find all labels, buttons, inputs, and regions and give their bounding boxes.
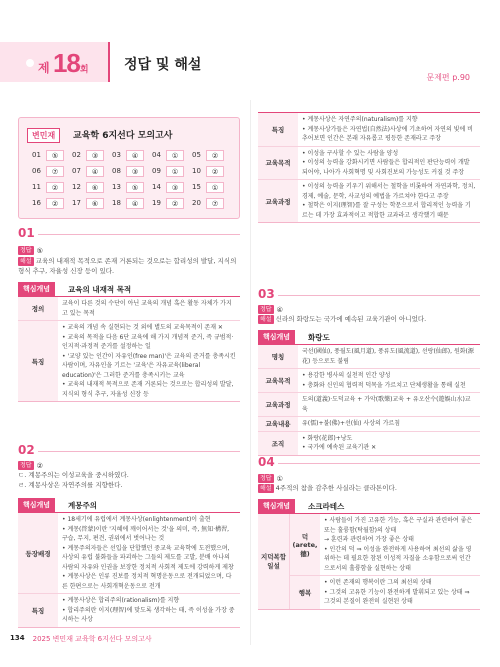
explanation-text: 4주적의 참을 감추한 사실라는 클라톤이다.	[275, 484, 397, 492]
table-row	[258, 180, 480, 222]
answer-cell	[149, 195, 189, 211]
answer-choice: ③	[126, 166, 144, 177]
answer-cell	[189, 163, 229, 179]
row-header: 정의	[18, 297, 58, 320]
answer-value: ⑤	[36, 246, 43, 255]
column-divider	[250, 100, 251, 645]
row-header: 교육목적	[258, 369, 298, 392]
section-rule	[38, 234, 240, 235]
explanation	[18, 256, 240, 276]
answer-cell	[69, 163, 109, 179]
answer-cell	[149, 179, 189, 195]
question-no: 16	[32, 199, 41, 207]
answer-choice: ④	[126, 150, 144, 161]
table-row	[18, 594, 240, 627]
row-header: 특징	[18, 321, 58, 401]
question-no: 13	[112, 183, 121, 191]
table-row	[258, 432, 480, 455]
row-content: 유(儒)+불(佛)+선(仙) 사상의 가르침	[302, 420, 401, 427]
question-number: 03	[258, 287, 275, 301]
concept-table-continued	[258, 112, 480, 223]
explanation-line: ㄷ. 계몽주의는 이성교육을 중시하였다.	[18, 471, 129, 479]
concept-tag: 핵심개념	[18, 498, 55, 512]
row-content: • 화랑(花郎)+낭도 • 국가에 예속된 교육기관 ✕	[302, 434, 377, 451]
row-header: 교육목적	[258, 147, 298, 180]
section-rule	[278, 295, 480, 296]
question-no: 04	[152, 151, 161, 159]
explanation-text: 교육의 내재적 목적으로 존재 거론되는 것으로는 합리성의 발달, 지식의 형식 추구, 자율성 신장 등이 있다.	[18, 257, 237, 275]
question-no: 08	[112, 167, 121, 175]
footer-text: 2025 변민재 교육학 6지선다 모의고사	[32, 635, 152, 643]
answer-choice: ②	[206, 166, 224, 177]
page-footer	[10, 634, 152, 644]
answer-choice: ①	[166, 150, 184, 161]
section-rule	[278, 463, 480, 464]
table-row	[290, 514, 480, 576]
answer-cell	[149, 147, 189, 163]
answer-cell	[29, 179, 69, 195]
concept-tag: 핵심개념	[18, 282, 55, 296]
page-ref: 문제편 p.90	[426, 73, 470, 82]
explanation-badge: 해설	[20, 258, 32, 265]
question-no: 10	[192, 167, 201, 175]
answer-choice: ②	[166, 198, 184, 209]
row-content: • 18세기에 유럽에서 계몽사상(enlightenment)이 출현 • 계몽(啓蒙)이란 '지혜에 깨이어서는 것'을 의미, 즉, 無知·構習, 구습, 무지, 편견, 권위에서 벗어나는 것 • 계몽주의자들은 선입을 단합했던 중교육 교육학에 도전했으며, 사상의 유럽 불화들을 파괴하는 그들의 제도를 고발, 분배 아나의 사람의 자유와 인권을 보장한 정치적 사회적 제도에 강력하게 제창 • 계몽사상은 인류 진보를 정치적 혁명운동으로 전개되었으며, 다른 한편으로는 사회개혁운동으로 전개	[62, 516, 234, 590]
answer-cell	[109, 147, 149, 163]
answer-choice: ⑤	[46, 150, 64, 161]
answer-line	[18, 246, 43, 255]
question-no: 11	[32, 183, 41, 191]
concept-title: 계몽주의	[68, 501, 97, 510]
answer-cell	[189, 147, 229, 163]
row-header: 행복	[290, 576, 320, 609]
concept-title: 소크라테스	[308, 502, 345, 511]
concept-tag: 핵심개념	[258, 499, 295, 513]
row-content: • 사람들이 가진 고유한 기능, 혹은 구실과 관련하여 좋은 또는 훌륭함(탁월함)의 상태 → 훈련과 관련하여 가장 좋은 상태 • 인간의 덕 ⇒ 이성을 완전하게 사용하여 최선의 삶을 영위하는 데 필요한 참된 이성적 자질을 소유함으로써 인간으로서의 훌륭함을 실현하는 상태	[324, 517, 473, 572]
answer-cell	[189, 179, 229, 195]
concept-table	[258, 344, 480, 456]
round-number: 제 18회	[38, 48, 89, 78]
table-row	[258, 369, 480, 393]
concept-tag: 핵심개념	[258, 330, 295, 344]
question-number: 02	[18, 443, 35, 457]
answer-choice: ⑥	[86, 198, 104, 209]
answer-cell	[109, 179, 149, 195]
explanation	[258, 314, 480, 324]
concept-table	[18, 296, 240, 402]
answer-choice: ④	[86, 166, 104, 177]
question-number: 01	[18, 226, 35, 240]
explanation-badge: 해설	[260, 485, 272, 492]
answer-choice: ②	[46, 182, 64, 193]
answer-value: ④	[276, 305, 283, 314]
answer-badge: 정답	[20, 462, 32, 469]
explanation-line: ㄹ. 계몽사상은 자연주의를 지향한다.	[18, 481, 123, 489]
answer-choice: ②	[206, 150, 224, 161]
question-no: 05	[192, 151, 201, 159]
answer-cell	[149, 163, 189, 179]
answer-cell	[69, 179, 109, 195]
question-no: 06	[32, 167, 41, 175]
row-header-main: 지덕복합일설	[258, 514, 290, 609]
answer-choice: ⑦	[46, 166, 64, 177]
answer-grid	[29, 147, 229, 211]
question-no: 07	[72, 167, 81, 175]
row-header: 교육과정	[258, 180, 298, 222]
answer-key-badge: 변민재	[27, 128, 60, 143]
answer-choice: ③	[86, 150, 104, 161]
answer-key-box	[18, 117, 240, 219]
page-number: 134	[10, 634, 25, 642]
answer-badge: 정답	[260, 475, 272, 482]
row-content: • 이런 존재의 행복이란 그의 최선의 상태 • 그것의 고유한 기능이 완전하게 발휘되고 있는 상태 ⇒ 그것의 본질이 완전히 실현된 상태	[324, 579, 470, 605]
row-content: • 이성의 능력을 키우기 위해서는 철학을 비롯하여 자연과학, 정치, 경제, 예술, 문학, 사교성의 예법을 가르쳐야 한다고 주장 • 철학은 이지(理智)를 잘 구성는 학문으로서 합리적인 능력을 기르는 데 가장 효과적이고 적합한 교과라고 생각했기 때문	[302, 183, 476, 219]
table-row	[290, 576, 480, 609]
row-header: 등장배경	[18, 513, 58, 593]
row-header: 덕 (arete, 德)	[290, 514, 320, 575]
answer-choice: ⑦	[206, 198, 224, 209]
answer-cell	[109, 163, 149, 179]
header-divider	[108, 42, 120, 82]
concept-table	[18, 512, 240, 628]
table-row	[258, 113, 480, 147]
page-header	[0, 42, 500, 82]
answer-cell	[69, 147, 109, 163]
answer-cell	[29, 163, 69, 179]
answer-line	[258, 474, 283, 483]
question-no: 01	[32, 151, 41, 159]
table-row	[258, 345, 480, 369]
question-no: 14	[152, 183, 161, 191]
answer-choice: ②	[46, 198, 64, 209]
row-header: 명칭	[258, 345, 298, 368]
header-dot	[26, 59, 34, 67]
row-header: 교육과정	[258, 393, 298, 416]
answer-cell	[29, 195, 69, 211]
answer-choice: ①	[206, 182, 224, 193]
question-no: 15	[192, 183, 201, 191]
concept-title: 교육의 내재적 목적	[68, 285, 132, 294]
table-row	[18, 513, 240, 594]
section-rule	[38, 451, 240, 452]
row-content: • 교육의 개념 속 실현되는 것 외에 별도의 교육목적이 존재 ✕ • 교육의 목적을 다음 6단 교육에 해 가지 개념적 준거, 즉 규범적·인지적·과정적 준거를 설정하는 일 • '교양 있는 인간이 자유인(free man)'은 교육의 준거를 충족시킨 사람이며, 자유인을 기르는 '교육'은 자유교육(liberal education)'은 그러한 준거를 충족시키는 교육 • 교육의 내재적 목적으로 존재 거론되는 것으로는 합리성의 발달, 지식의 형식 추구, 자율성 신장 등	[62, 324, 236, 398]
row-content: • 용감한 병사의 실천적 인간 양성 • 충화와 신인의 협력적 덕목을 가르치고 단체생활을 통해 실천	[302, 372, 466, 389]
row-content: 교육이 다른 것의 수단이 아닌 교육의 개념 혹은 활동 자체가 가지고 있는 목적	[62, 300, 232, 317]
question-no: 03	[112, 151, 121, 159]
row-content: • 이성을 구사할 수 있는 사람을 양성 • 이성의 능력을 강화시키면 사람들은 합리적인 판단능력이 개발 되어야, 나아가 사회혁명 및 사회진보의 가능성도 커질 것 주장	[302, 149, 470, 176]
answer-choice: ③	[166, 182, 184, 193]
answer-line	[258, 305, 283, 314]
question-no: 20	[192, 199, 201, 207]
question-no: 19	[152, 199, 161, 207]
answer-choice: ④	[126, 198, 144, 209]
concept-title: 화랑도	[308, 333, 330, 342]
row-header: 교육내용	[258, 417, 298, 431]
question-no: 17	[72, 199, 81, 207]
explanation-text: 신라의 화랑도는 국가에 예속된 교육기관이 아니었다.	[275, 315, 427, 323]
answer-cell	[69, 195, 109, 211]
explanation-badge: 해설	[260, 316, 272, 323]
answer-choice: ⑤	[126, 182, 144, 193]
table-row	[258, 417, 480, 432]
answer-key-title: 교육학 6지선다 모의고사	[73, 131, 173, 141]
answer-value: ②	[36, 461, 43, 470]
answer-choice: ⑥	[86, 182, 104, 193]
answer-cell	[109, 195, 149, 211]
answer-choice: ①	[166, 166, 184, 177]
question-number: 04	[258, 455, 275, 469]
answer-value: ①	[276, 474, 283, 483]
row-content: • 계몽사상은 자연주의(naturalism)를 지향 • 계몽사상가들은 자연법(自然法)사상에 기초하여 자연의 빛에 비추어보면 인간은 본래 자유롭고 평등한 존재라고 주장	[302, 116, 473, 142]
question-no: 09	[152, 167, 161, 175]
page-title: 정답 및 해설	[124, 57, 202, 73]
answer-badge: 정답	[20, 247, 32, 254]
row-content: 도의(道義)·도덕교육 + 가악(歌樂)교육 + 유오산수(遊娛山水)교육	[302, 396, 471, 413]
answer-cell	[29, 147, 69, 163]
answer-cell	[189, 195, 229, 211]
question-no: 02	[72, 151, 81, 159]
question-no: 12	[72, 183, 81, 191]
row-header: 특징	[18, 594, 58, 627]
question-no: 18	[112, 199, 121, 207]
table-row	[18, 297, 240, 321]
row-content: • 계몽사상은 합리주의(rationalism)를 지향 • 합리주의란 이지(理智)에 맞도록 생각하는 태, 즉 이성을 가장 중시하는 사상	[62, 597, 235, 623]
table-row	[258, 147, 480, 181]
table-row	[18, 321, 240, 401]
answer-badge: 정답	[260, 306, 272, 313]
answer-line	[18, 461, 43, 470]
row-content: 국선(國仙), 풍월도(風月道), 풍류도(風流道), 선랑(仙郎), 원화(源花) 등으로도 불림	[302, 348, 474, 365]
sub-table	[290, 514, 480, 609]
row-header: 조직	[258, 432, 298, 455]
row-header: 특징	[258, 113, 298, 146]
table-row	[258, 393, 480, 417]
concept-table	[258, 513, 480, 610]
explanation	[258, 483, 480, 493]
